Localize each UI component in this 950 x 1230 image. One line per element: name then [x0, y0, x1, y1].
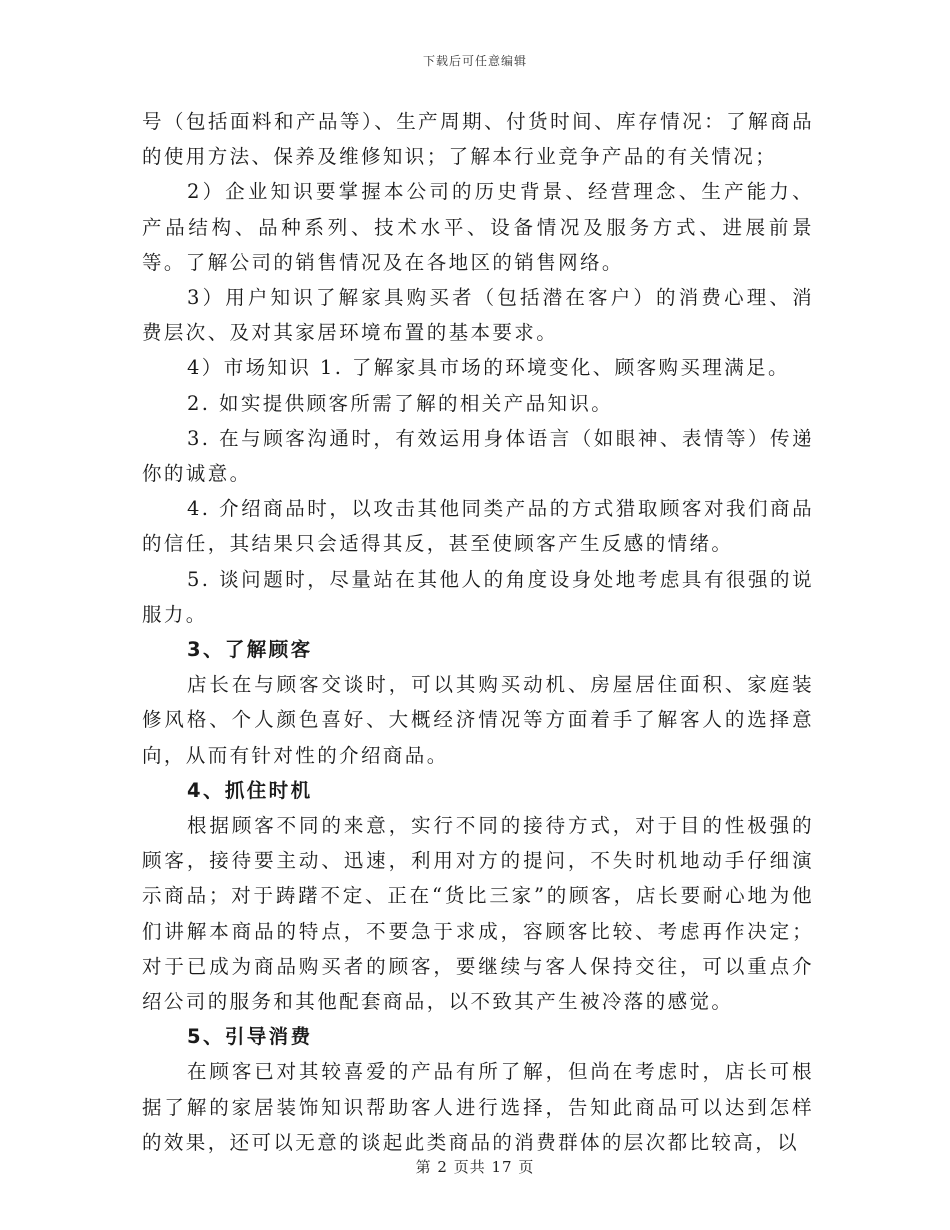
paragraph: 2. 如实提供顾客所需了解的相关产品知识。	[187, 391, 614, 415]
paragraph: 店长在与顾客交谈时，可以其购买动机、房屋居住面积、家庭装修风格、个人颜色喜好、大概经济情况等方面着手了解客人的选择意向，从而有针对性的介绍商品。	[142, 673, 814, 767]
page-footer: 第 2 页共 17 页	[415, 1158, 535, 1176]
paragraph: 2）企业知识要掌握本公司的历史背景、经营理念、生产能力、产品结构、品种系列、技术水平、设备情况及服务方式、进展前景等。了解公司的销售情况及在各地区的销售网络。	[142, 180, 814, 274]
paragraph: 3. 在与顾客沟通时，有效运用身体语言（如眼神、表情等）传递你的诚意。	[142, 426, 814, 486]
section-heading-seize-opportunity: 4、抓住时机	[187, 778, 313, 802]
paragraph: 3）用户知识了解家具购买者（包括潜在客户）的消费心理、消费层次、及对其家居环境布置的基本要求。	[142, 286, 814, 345]
document-body	[142, 104, 814, 1160]
section-heading-guide-consumption: 5、引导消费	[187, 1025, 313, 1049]
paragraph: 根据顾客不同的来意，实行不同的接待方式，对于目的性极强的顾客，接待要主动、迅速，利用对方的提问，不失时机地动手仔细演示商品；对于踌躇不定、正在“货比三家”的顾客，店长要耐心地为他们讲解本商品的特点，不要急于求成，容顾客比较、考虑再作决定；对于已成为商品购买者的顾客，要继续与客人保持交往，可以重点介绍公司的服务和其他配套商品，以不致其产生被冷落的感觉。	[142, 814, 814, 1014]
paragraph: 号（包括面料和产品等）、生产周期、付货时间、库存情况：了解商品的使用方法、保养及维修知识；了解本行业竞争产品的有关情况；	[142, 110, 814, 169]
paragraph: 5. 谈问题时，尽量站在其他人的角度设身处地考虑具有很强的说服力。	[142, 567, 814, 626]
section-heading-understand-customer: 3、了解顾客	[187, 638, 313, 662]
paragraph: 4. 介绍商品时，以攻击其他同类产品的方式猎取顾客对我们商品的信任，其结果只会适得其反，甚至使顾客产生反感的情绪。	[142, 497, 814, 556]
paragraph: 在顾客已对其较喜爱的产品有所了解，但尚在考虑时，店长可根据了解的家居装饰知识帮助客人进行选择，告知此商品可以达到怎样的效果，还可以无意的谈起此类商品的消费群体的层次都比较高，以	[142, 1060, 814, 1154]
paragraph: 4）市场知识 1. 了解家具市场的环境变化、顾客购买理满足。	[187, 356, 790, 380]
page-header: 下载后可任意编辑	[422, 54, 527, 68]
